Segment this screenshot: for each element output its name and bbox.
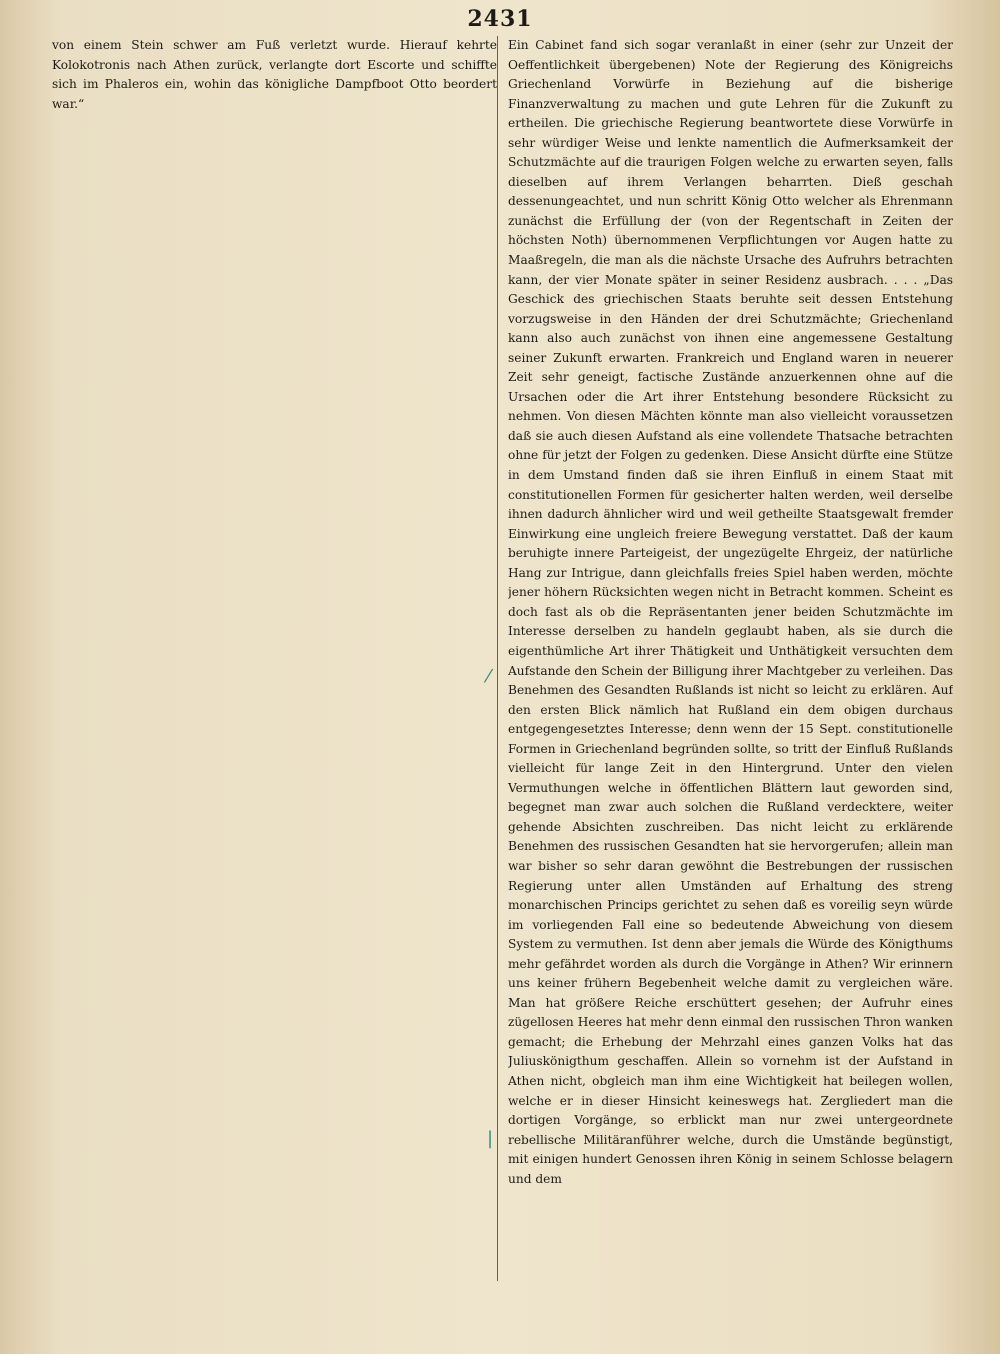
right-paragraph-1: Ein Cabinet fand sich sogar veranlaßt in einer (sehr zur Unzeit der Oeffentlichkeit übergebenen) Note der Regierung des Königreichs Griechenland Vorwürfe in Beziehung auf die bisherige Finanzverwaltung zu machen und gute Lehren für die Zukunft zu ertheilen. Die griechische Regierung beantwortete diese Vorwürfe in sehr würdiger Weise und lenkte namentlich die Aufmerksamkeit der Schutzmächte auf die traurigen Folgen welche zu erwarten seyen, falls dieselben auf ihrem Verlangen beharrten. Dieß geschah dessenungeachtet, und nun schritt König Otto welcher als Ehrenmann zunächst die Erfüllung der (von der Regentschaft in Zeiten der höchsten Noth) übernommenen Verpflichtungen vor Augen hatte zu Maaßregeln, die man als die nächste Ursache des Aufruhrs betrachten kann, der vier Monate später in seiner Residenz ausbrach. . . . „Das Geschick des griechischen Staats beruhte seit dessen Entstehung vorzugsweise in den Händen der drei Schutzmächte; Griechenland kann also auch zunächst von ihnen eine angemessene Gestaltung seiner Zukunft erwarten. Frankreich und England waren in neuerer Zeit sehr geneigt, factische Zustände anzuerkennen ohne auf die Ursachen oder die Art ihrer Entstehung besondere Rücksicht zu nehmen. Von diesen Mächten könnte man also vielleicht voraussetzen daß sie auch diesen Aufstand als eine vollendete Thatsache betrachten ohne für jetzt der Folgen zu gedenken. Diese Ansicht dürfte eine Stütze in dem Umstand finden daß sie ihren Einfluß in einem Staat mit constitutionellen Formen für gesicherter halten werden, weil derselbe ihnen dadurch ähnlicher wird und weil getheilte Staatsgewalt fremder Einwirkung eine ungleich freiere Bewegung verstattet. Daß der kaum beruhigte innere Parteigeist, der ungezügelte Ehrgeiz, der natürliche Hang zur Intrigue, dann gleichfalls freies Spiel haben werden, möchte jener höhern Rücksichten wegen nicht in Betracht kommen. Scheint es doch fast als ob die Repräsentanten jener beiden Schutzmächte im Interesse derselben zu handeln geglaubt haben, als sie durch die eigenthümliche Art ihrer Thätigkeit und Unthätigkeit versuchten dem Aufstande den Schein der Billigung ihrer Machtgeber zu verleihen. Das Benehmen des Gesandten Rußlands ist nicht so leicht zu erklären. Auf den ersten Blick nämlich hat Rußland ein dem obigen durchaus entgegengesetztes Interesse; denn wenn der 15 Sept. constitutionelle Formen in Griechenland begründen sollte, so tritt der Einfluß Rußlands vielleicht für lange Zeit in den Hintergrund. Unter den vielen Vermuthungen welche in öffentlichen Blättern laut geworden sind, begegnet man zwar auch solchen die Rußland verdecktere, weiter gehende Absichten zuschreiben. Das nicht leicht zu erklärende Benehmen des russischen Gesandten hat sie hervorgerufen; allein man war bisher so sehr daran gewöhnt die Bestrebungen der russischen Regierung unter allen Umständen auf Erhaltung des streng monarchischen Princips gerichtet zu sehen daß es voreilig seyn würde im vorliegenden Fall eine so bedeutende Abweichung von diesem System zu vermuthen. Ist denn aber jemals die Würde des Königthums mehr gefährdet worden als durch die Vorgänge in Athen? Wir erinnern uns keiner frühern Begebenheit welche damit zu vergleichen wäre. Man hat größere Reiche erschüttert gesehen; der Aufruhr eines zügellosen Heeres hat mehr denn einmal den russischen Thron wanken gemacht; die Erhebung der Mehrzahl eines ganzen Volks hat das Juliuskönigthum geschaffen. Allein so vornehm ist der Aufstand in Athen nicht, obgleich man ihm eine Wichtigkeit hat beilegen wollen, welche er in dieser Hinsicht keineswegs hat. Zergliedert man die dortigen Vorgänge, so erblickt man nur zwei untergeordnete rebellische Militäranführer welche, durch die Umstände begünstigt, mit einigen hundert Genossen ihren König in seinem Schlosse belagern und dem bbox=[508, 38, 953, 1186]
margin-pencil-mark: | bbox=[487, 1128, 494, 1149]
page-number: 2431 bbox=[467, 6, 533, 32]
margin-pencil-mark: ⁄ bbox=[487, 666, 491, 687]
column-divider bbox=[497, 36, 498, 1281]
left-paragraph-1: von einem Stein schwer am Fuß verletzt wurde. Hierauf kehrte Kolokotronis nach Athen zurück, verlangte dort Escorte und schiffte sich im Phaleros ein, wohin das königliche Dampfboot Otto beordert war.“ bbox=[52, 38, 497, 111]
right-column bbox=[508, 36, 953, 1326]
left-column bbox=[52, 36, 497, 1326]
